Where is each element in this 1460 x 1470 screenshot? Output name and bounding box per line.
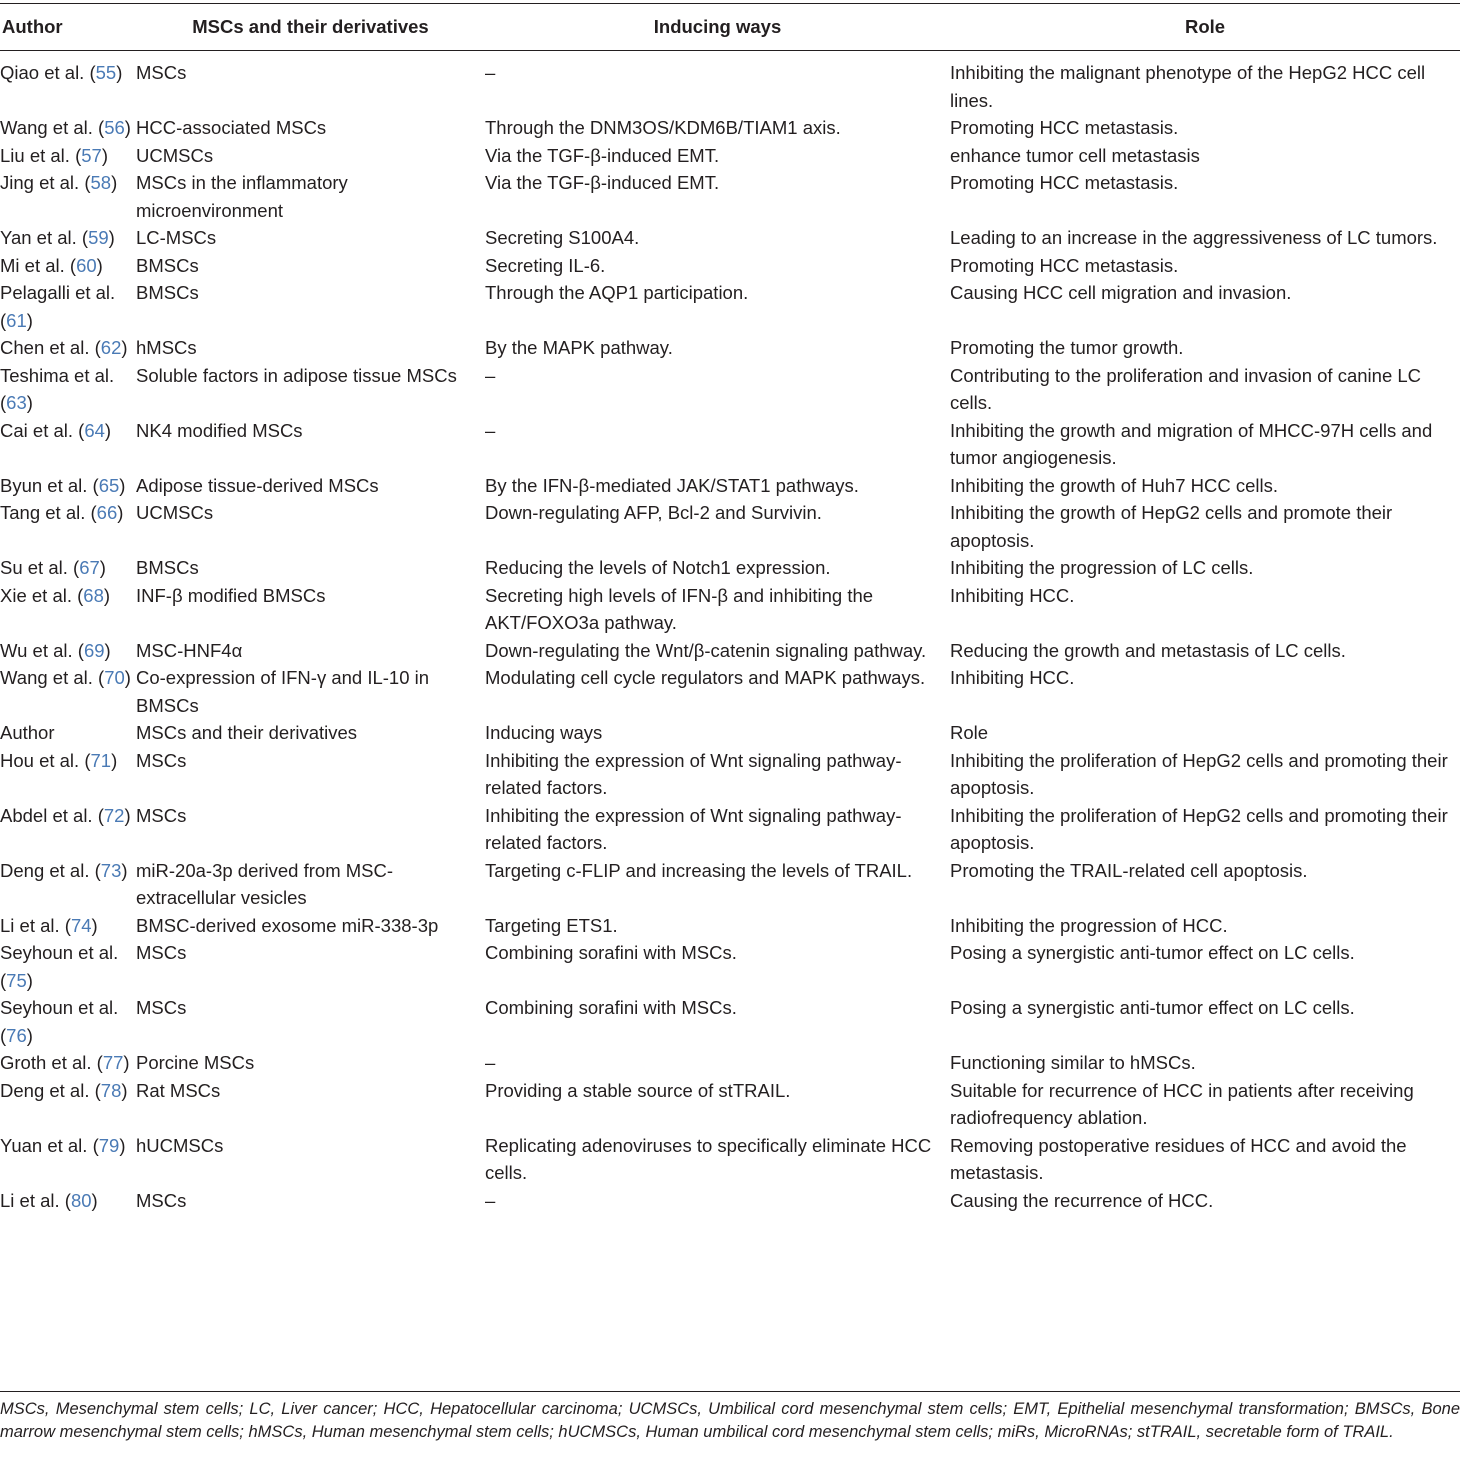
reference-link[interactable]: 76 xyxy=(6,1024,27,1046)
author-suffix: ) xyxy=(124,804,131,826)
cell-author xyxy=(0,582,136,637)
cell-inducing-ways: Through the DNM3OS/KDM6B/TIAM1 axis. xyxy=(485,117,841,138)
cell-role: Promoting the TRAIL-related cell apoptosis. xyxy=(950,859,1308,881)
cell-role: Promoting the tumor growth. xyxy=(950,337,1184,358)
reference-link[interactable]: 77 xyxy=(102,1052,124,1073)
reference-link[interactable]: 72 xyxy=(103,804,125,826)
table-footnote: MSCs, Mesenchymal stem cells; LC, Liver cancer; HCC, Hepatocellular carcinoma; UCMSCs, Umbilical cord mesenchymal stem cells; EMT, Epithelial mesenchymal transformation; BMSCs, Bone marrow mesenchymal stem cells; hMSCs, Human mesenchymal stem cells; hUCMSCs, Human umbilical cord mesenchymal stem cells; miRs, MicroRNAs; stTRAIL, secretable form of TRAIL. xyxy=(0,1400,1460,1441)
cell-msc: MSC-HNF4α xyxy=(136,639,243,661)
cell-author xyxy=(0,50,136,114)
author-name: Abdel et al. ( xyxy=(0,804,104,826)
cell-inducing-ways: Replicating adenoviruses to specifically eliminate HCC cells. xyxy=(485,1134,932,1183)
cell-role: Promoting HCC metastasis. xyxy=(950,254,1179,276)
table-body xyxy=(0,50,1460,1220)
cell-inducing-ways: – xyxy=(485,1052,496,1073)
cell-role: Functioning similar to hMSCs. xyxy=(950,1052,1196,1073)
author-name: Liu et al. ( xyxy=(0,144,82,166)
cell-role: Inhibiting the proliferation of HepG2 cells and promoting their apoptosis. xyxy=(950,804,1448,853)
cell-role: Suitable for recurrence of HCC in patients after receiving radiofrequency ablation. xyxy=(950,1079,1414,1128)
cell-author xyxy=(0,1077,136,1132)
cell-inducing-ways: Down-regulating the Wnt/β-catenin signaling pathway. xyxy=(485,639,927,661)
author-suffix: ) xyxy=(91,1189,98,1211)
cell-inducing-ways: Providing a stable source of stTRAIL. xyxy=(485,1079,791,1101)
table-row xyxy=(0,994,1460,1049)
cell-msc: MSCs in the inflammatory microenvironment xyxy=(136,172,348,221)
table-row xyxy=(0,857,1460,912)
cell-author xyxy=(0,169,136,224)
author-name: Tang et al. ( xyxy=(0,502,97,523)
cell-role: Contributing to the proliferation and invasion of canine LC cells. xyxy=(950,364,1422,413)
table-row xyxy=(0,114,1460,142)
author-suffix: ) xyxy=(116,62,123,83)
reference-link[interactable]: 73 xyxy=(100,859,122,881)
cell-msc: BMSCs xyxy=(136,254,199,276)
author-suffix: ) xyxy=(117,502,124,523)
cell-inducing-ways: Inhibiting the expression of Wnt signaling pathway-related factors. xyxy=(485,749,902,798)
cell-msc: Co-expression of IFN-γ and IL-10 in BMSCs xyxy=(136,667,430,716)
reference-link[interactable]: 75 xyxy=(6,969,27,991)
reference-link[interactable]: 79 xyxy=(98,1134,120,1156)
cell-msc: UCMSCs xyxy=(136,144,214,166)
cell-author xyxy=(0,637,136,665)
author-suffix: ) xyxy=(111,172,118,193)
table-row xyxy=(0,499,1460,554)
author-suffix: ) xyxy=(104,419,112,441)
reference-link[interactable]: 65 xyxy=(98,474,120,496)
cell-role: Reducing the growth and metastasis of LC cells. xyxy=(950,639,1346,661)
author-suffix: ) xyxy=(91,914,98,936)
table-row xyxy=(0,939,1460,994)
cell-msc: LC-MSCs xyxy=(136,227,217,248)
cell-role: Causing HCC cell migration and invasion. xyxy=(950,282,1292,303)
cell-inducing-ways: Inhibiting the expression of Wnt signaling pathway-related factors. xyxy=(485,804,902,853)
cell-role: Inhibiting the growth and migration of MHCC-97H cells and tumor angiogenesis. xyxy=(950,419,1433,468)
author-suffix: ) xyxy=(108,227,115,248)
author-name: Qiao et al. ( xyxy=(0,62,96,83)
cell-msc: Adipose tissue-derived MSCs xyxy=(136,474,379,496)
cell-role: Inhibiting the malignant phenotype of the HepG2 HCC cell lines. xyxy=(950,62,1426,111)
reference-link[interactable]: 71 xyxy=(90,749,112,771)
author-suffix: ) xyxy=(119,474,126,496)
cell-author xyxy=(0,857,136,912)
author-suffix: ) xyxy=(26,392,33,413)
reference-link[interactable]: 61 xyxy=(6,309,27,331)
cell-msc: UCMSCs xyxy=(136,502,214,523)
cell-inducing-ways: Via the TGF-β-induced EMT. xyxy=(485,172,720,193)
reference-link[interactable]: 62 xyxy=(100,337,122,358)
author-suffix: ) xyxy=(26,969,33,991)
cell-inducing-ways: Targeting ETS1. xyxy=(485,914,618,936)
cell-author xyxy=(0,114,136,142)
author-suffix: ) xyxy=(121,1079,128,1101)
cell-role: Posing a synergistic anti-tumor effect on LC cells. xyxy=(950,942,1355,963)
cell-msc: Soluble factors in adipose tissue MSCs xyxy=(136,364,457,386)
table-row xyxy=(0,279,1460,334)
table-row xyxy=(0,224,1460,252)
author-name: Su et al. ( xyxy=(0,557,80,578)
reference-link[interactable]: 68 xyxy=(83,584,104,606)
reference-link[interactable]: 57 xyxy=(81,144,102,166)
author-suffix: ) xyxy=(119,1134,126,1156)
cell-inducing-ways: – xyxy=(485,1189,496,1211)
table-row xyxy=(0,417,1460,472)
author-name: Wang et al. ( xyxy=(0,117,105,138)
cell-role: Leading to an increase in the aggressiveness of LC tumors. xyxy=(950,227,1438,248)
table-row xyxy=(0,637,1460,665)
cell-role: Role xyxy=(950,722,989,743)
author-suffix: ) xyxy=(123,1052,130,1073)
reference-link[interactable]: 60 xyxy=(76,254,97,276)
table-row xyxy=(0,472,1460,500)
cell-role: Inhibiting the proliferation of HepG2 cells and promoting their apoptosis. xyxy=(950,749,1448,798)
reference-link[interactable]: 55 xyxy=(95,62,117,83)
reference-link[interactable]: 66 xyxy=(96,502,118,523)
cell-author xyxy=(0,1132,136,1187)
cell-msc: BMSCs xyxy=(136,282,199,303)
author-name: Cai et al. ( xyxy=(0,419,85,441)
cell-role: enhance tumor cell metastasis xyxy=(950,144,1200,166)
cell-role: Posing a synergistic anti-tumor effect on LC cells. xyxy=(950,997,1355,1018)
table-row xyxy=(0,1132,1460,1187)
cell-msc: HCC-associated MSCs xyxy=(136,117,327,138)
cell-author xyxy=(0,279,136,334)
cell-inducing-ways: Reducing the levels of Notch1 expression. xyxy=(485,557,831,578)
author-name: Teshima et al. ( xyxy=(0,364,115,413)
author-name: Hou et al. ( xyxy=(0,749,91,771)
author-name: Xie et al. ( xyxy=(0,584,84,606)
cell-author xyxy=(0,554,136,582)
author-name: Deng et al. ( xyxy=(0,1079,101,1101)
author-name: Pelagalli et al. ( xyxy=(0,282,116,331)
table-row xyxy=(0,1077,1460,1132)
author-suffix: ) xyxy=(26,309,33,331)
cell-msc: Porcine MSCs xyxy=(136,1052,255,1073)
cell-inducing-ways: Secreting high levels of IFN-β and inhibiting the AKT/FOXO3a pathway. xyxy=(485,584,874,633)
cell-msc: miR-20a-3p derived from MSC-extracellular vesicles xyxy=(136,859,394,908)
reference-link[interactable]: 70 xyxy=(104,667,125,688)
cell-inducing-ways: – xyxy=(485,364,496,386)
cell-author xyxy=(0,912,136,940)
reference-link[interactable]: 63 xyxy=(6,392,27,413)
table-row xyxy=(0,252,1460,280)
author-suffix: ) xyxy=(99,557,106,578)
author-suffix: ) xyxy=(124,117,131,138)
reference-link[interactable]: 69 xyxy=(83,639,105,661)
cell-inducing-ways: Through the AQP1 participation. xyxy=(485,282,749,303)
author-name: Wu et al. ( xyxy=(0,639,84,661)
cell-inducing-ways: Secreting IL-6. xyxy=(485,254,606,276)
cell-inducing-ways: By the IFN-β-mediated JAK/STAT1 pathways. xyxy=(485,474,859,496)
cell-author xyxy=(0,994,136,1049)
msc-table xyxy=(0,4,1460,1220)
cell-inducing-ways: – xyxy=(485,62,496,83)
header-role: Role xyxy=(1184,16,1226,37)
cell-inducing-ways: Inducing ways xyxy=(485,722,603,743)
cell-author xyxy=(0,664,136,719)
table-row xyxy=(0,142,1460,170)
author-name: Wang et al. ( xyxy=(0,667,105,688)
author-suffix: ) xyxy=(26,1024,33,1046)
table-row xyxy=(0,362,1460,417)
author-name: Groth et al. ( xyxy=(0,1052,103,1073)
cell-inducing-ways: – xyxy=(485,419,496,441)
author-suffix: ) xyxy=(121,859,128,881)
author-name: Yuan et al. ( xyxy=(0,1134,99,1156)
cell-msc: MSCs and their derivatives xyxy=(136,722,358,743)
cell-role: Promoting HCC metastasis. xyxy=(950,172,1179,193)
author-name: Seyhoun et al. ( xyxy=(0,997,119,1046)
cell-role: Inhibiting HCC. xyxy=(950,584,1075,606)
cell-msc: INF-β modified BMSCs xyxy=(136,584,326,606)
table-row xyxy=(0,1187,1460,1221)
cell-inducing-ways: Secreting S100A4. xyxy=(485,227,640,248)
header-ways: Inducing ways xyxy=(653,16,782,37)
cell-author xyxy=(0,362,136,417)
cell-role: Causing the recurrence of HCC. xyxy=(950,1189,1214,1211)
table-row xyxy=(0,334,1460,362)
table-row xyxy=(0,169,1460,224)
cell-inducing-ways: By the MAPK pathway. xyxy=(485,337,673,358)
cell-msc: MSCs xyxy=(136,1189,187,1211)
cell-role: Inhibiting the progression of LC cells. xyxy=(950,557,1254,578)
author-name: Seyhoun et al. ( xyxy=(0,942,119,991)
cell-author xyxy=(0,224,136,252)
table-row xyxy=(0,912,1460,940)
cell-author xyxy=(0,1049,136,1077)
author-suffix: ) xyxy=(96,254,103,276)
table-row xyxy=(0,747,1460,802)
reference-link[interactable]: 78 xyxy=(100,1079,122,1101)
cell-author xyxy=(0,472,136,500)
bottom-rule xyxy=(0,1391,1460,1392)
author-suffix: ) xyxy=(111,749,118,771)
reference-link[interactable]: 64 xyxy=(84,419,105,441)
cell-msc: hUCMSCs xyxy=(136,1134,224,1156)
cell-msc: BMSCs xyxy=(136,557,199,578)
author-name: Mi et al. ( xyxy=(0,254,77,276)
cell-inducing-ways: Down-regulating AFP, Bcl-2 and Survivin. xyxy=(485,502,822,523)
author-suffix: ) xyxy=(104,639,111,661)
cell-role: Promoting HCC metastasis. xyxy=(950,117,1179,138)
reference-link[interactable]: 67 xyxy=(79,557,100,578)
cell-author xyxy=(0,802,136,857)
cell-inducing-ways: Combining sorafini with MSCs. xyxy=(485,997,737,1018)
author-name: Li et al. ( xyxy=(0,1189,71,1211)
cell-msc: MSCs xyxy=(136,997,187,1018)
cell-msc: MSCs xyxy=(136,749,187,771)
table-row xyxy=(0,1049,1460,1077)
cell-author xyxy=(0,747,136,802)
header-msc: MSCs and their derivatives xyxy=(192,16,429,37)
reference-link[interactable]: 59 xyxy=(88,227,109,248)
cell-msc: BMSC-derived exosome miR-338-3p xyxy=(136,914,439,936)
cell-msc: MSCs xyxy=(136,804,187,826)
cell-inducing-ways: Modulating cell cycle regulators and MAPK pathways. xyxy=(485,667,926,688)
author-suffix: ) xyxy=(103,584,111,606)
table-row xyxy=(0,50,1460,114)
cell-author xyxy=(0,334,136,362)
cell-msc: MSCs xyxy=(136,62,187,83)
author-name: Deng et al. ( xyxy=(0,859,101,881)
cell-author xyxy=(0,142,136,170)
cell-role: Inhibiting the progression of HCC. xyxy=(950,914,1228,936)
author-name: Li et al. ( xyxy=(0,914,71,936)
reference-link[interactable]: 58 xyxy=(90,172,112,193)
author-name: Author xyxy=(0,722,55,743)
cell-msc: NK4 modified MSCs xyxy=(136,419,303,441)
author-name: Chen et al. ( xyxy=(0,337,101,358)
cell-inducing-ways: Via the TGF-β-induced EMT. xyxy=(485,144,720,166)
author-suffix: ) xyxy=(121,337,128,358)
cell-msc: hMSCs xyxy=(136,337,197,358)
cell-role: Inhibiting the growth of HepG2 cells and promote their apoptosis. xyxy=(950,502,1393,551)
author-suffix: ) xyxy=(124,667,131,688)
cell-role: Removing postoperative residues of HCC and avoid the metastasis. xyxy=(950,1134,1407,1183)
cell-inducing-ways: Combining sorafini with MSCs. xyxy=(485,942,737,963)
table-row xyxy=(0,582,1460,637)
author-suffix: ) xyxy=(101,144,108,166)
cell-author xyxy=(0,499,136,554)
cell-inducing-ways: Targeting c-FLIP and increasing the levels of TRAIL. xyxy=(485,859,913,881)
table-row xyxy=(0,802,1460,857)
cell-author xyxy=(0,939,136,994)
author-name: Byun et al. ( xyxy=(0,474,99,496)
cell-msc: MSCs xyxy=(136,942,187,963)
cell-author xyxy=(0,1187,136,1221)
author-name: Yan et al. ( xyxy=(0,227,89,248)
cell-author xyxy=(0,252,136,280)
cell-author xyxy=(0,719,136,747)
table-row xyxy=(0,554,1460,582)
table-row xyxy=(0,719,1460,747)
author-name: Jing et al. ( xyxy=(0,172,91,193)
cell-msc: Rat MSCs xyxy=(136,1079,221,1101)
reference-link[interactable]: 56 xyxy=(104,117,125,138)
header-row xyxy=(0,4,1460,50)
table-row xyxy=(0,664,1460,719)
cell-role: Inhibiting the growth of Huh7 HCC cells. xyxy=(950,474,1279,496)
cell-role: Inhibiting HCC. xyxy=(950,667,1075,688)
reference-link[interactable]: 80 xyxy=(70,1189,92,1211)
reference-link[interactable]: 74 xyxy=(70,914,92,936)
cell-author xyxy=(0,417,136,472)
header-author: Author xyxy=(2,16,63,37)
